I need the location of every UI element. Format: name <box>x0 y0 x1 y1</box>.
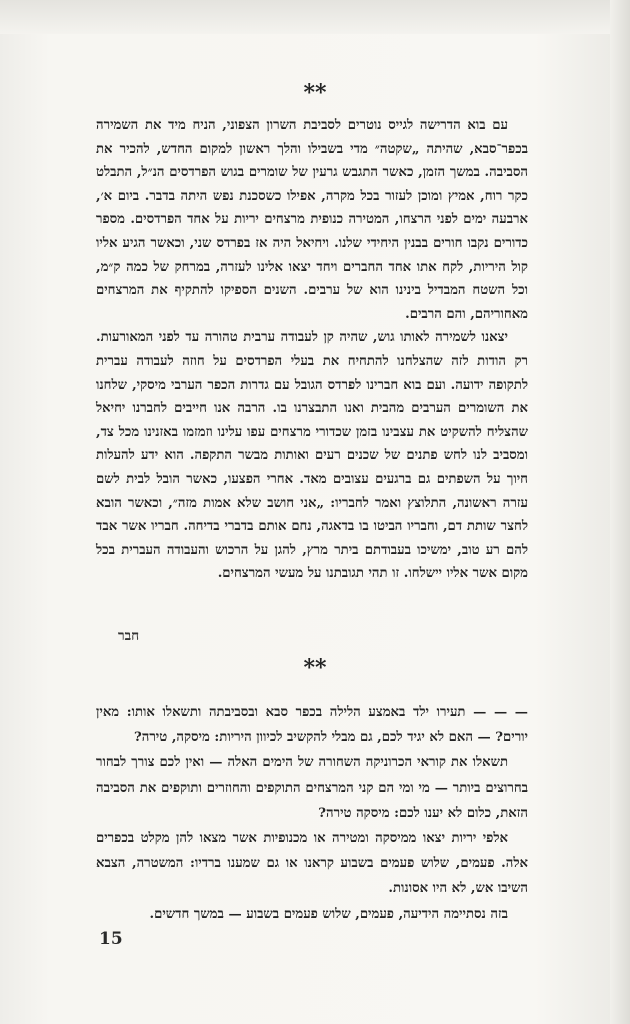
section-2-text <box>96 700 528 927</box>
paragraph: אלפי יריות יצאו ממיסקה ומטירה או מכנופיות אשר מצאו להן מקלט בכפרים אלה. פעמים, שלוש פעמים בשבוע קראנו או גם שמענו ברדיו: המשטרה, הצבא השיבו אש, לא היו אסונות. <box>96 831 528 897</box>
page-number: 15 <box>99 929 123 949</box>
paragraph: תשאלו את קוראי הכרוניקה השחורה של הימים האלה — ואין לכם צורך לבחור בחרוצים ביותר — מי ומי הם קני המרצחים התוקפים והחוזרים ותוקפים את הסביבה הזאת, כלום לא יענו לכם: מיסקה טירה? <box>96 755 528 821</box>
paragraph: יצאנו לשמירה לאותו גוש, שהיה קן לעבודה ערבית טהורה עד לפני המאורעות. רק הודות לזה שהצלחנו להתחיח את בעלי הפרדסים על חוזה לעבודה עברית לתקופה ידועה. ועם בוא חברינו לפרדס הגובל עם גדרות הכפר הערבי מיסקי, שלחנו את השומרים הערבים מהבית ואנו התבצרנו בו. הרבה אנו חייבים לחברנו יחיאל שהצליח להשקיט את עצבינו בזמן שכדורי מרצחים עפו עלינו וזמזמו באזנינו מכל צד, ומסביב לנו לחש פתנים של שכנים רעים ואותות מבשר התקפה. הוא ידע להעלות חיוך על השפתים גם ברגעים עצובים מאד. אחרי הפצעו, כאשר הובל לבית לשם עזרה ראשונה, התלוצץ ואמר לחבריו: „אני חושב שלא אמות מזה״, וכאשר הובא לחצר שותת דם, וחבריו הביטו בו בדאגה, נחם אותם בדברי בדיחה. חבריו אשר אבד להם רע טוב, ימשיכו בעבודתם ביתר מרץ, להגן על הרכוש והעבודה העברית בכל מקום אשר אליו יישלחו. זו תהי תגובתנו על מעשי המרצחים. <box>96 330 528 582</box>
section-separator-1: ** <box>303 80 327 106</box>
author-signature: חבר <box>118 628 140 644</box>
paragraph: — — — תעירו ילד באמצע הלילה בכפר סבא ובסביבתה ותשאלו אותו: מאין יורים? — האם לא יגיד לכם, גם מבלי להקשיב לכיוון היריות: מיסקה, טירה? <box>96 705 528 746</box>
section-1-text <box>96 114 528 586</box>
page-top-edge <box>0 0 630 34</box>
paragraph: בזה נסתיימה הידיעה, פעמים, שלוש פעמים בשבוע — במשך חדשים. <box>149 906 508 922</box>
page-right-edge <box>610 0 630 1024</box>
section-separator-2: ** <box>303 655 327 681</box>
paragraph: עם בוא הדרישה לגייס נוטרים לסביבת השרון הצפוני, הניח מיד את השמירה בכפר־סבא, שהיתה „שקטה״ מדי בשבילו והלך ראשון למקום החדש, להכיר את הסביבה. במשך הזמן, כאשר התגבש גרעין של שומרים בגוש הפרדסים הנ״ל, התבלט כקר רוח, אמיץ ומוכן לעזור בכל מקרה, אפילו כשסכנת נפש היתה בדבר. ביום א׳, ארבעה ימים לפני הרצחו, המטירה כנופית מרצחים יריות על אחד הפרדסים. מספר כדורים נקבו חורים בבנין היחידי שלנו. ויחיאל היה אז בפרדס שני, וכאשר הגיע אליו קול היריות, לקח אתו אחד החברים ויחד יצאו אלינו לעזרה, במרחק של כמה ק״מ, וכל השטח המבדיל בינינו הוא של ערבים. השנים הספיקו להתקיף את המרצחים מאחוריהם, והם הרבים. <box>96 118 528 322</box>
